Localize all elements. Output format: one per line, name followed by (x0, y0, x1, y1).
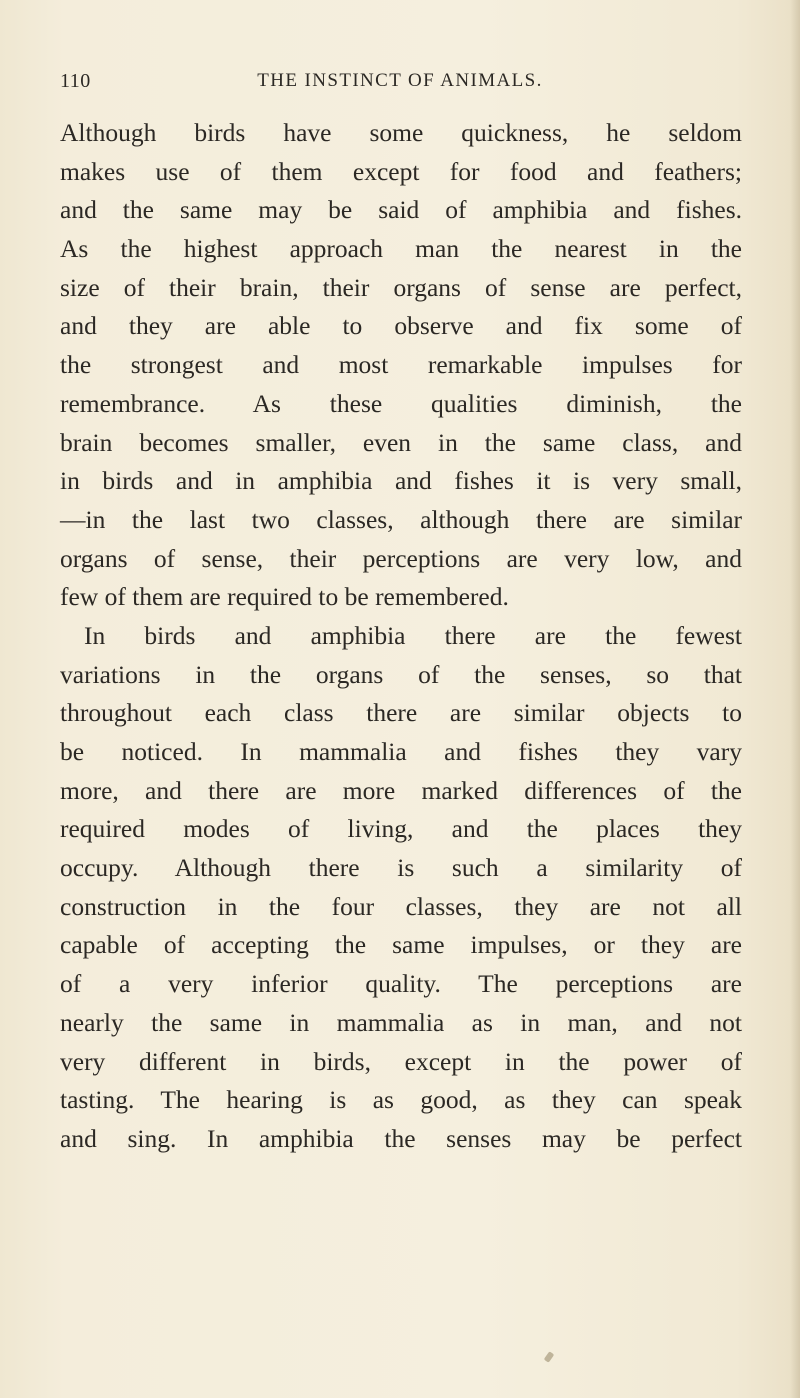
text-line: very different in birds, except in the power of (60, 1046, 742, 1076)
text-line-paragraph-start: In birds and amphibia there are the fewest (84, 620, 742, 650)
body-text (60, 114, 742, 1159)
running-head (60, 70, 740, 100)
text-line-paragraph-end: few of them are required to be remembered. (60, 582, 509, 612)
text-line: the strongest and most remarkable impulses for (60, 350, 742, 380)
running-title: THE INSTINCT OF ANIMALS. (257, 70, 543, 91)
text-line: makes use of them except for food and feathers; (60, 156, 742, 186)
text-line: and sing. In amphibia the senses may be perfect (60, 1123, 742, 1153)
text-line: and the same may be said of amphibia and fishes. (60, 195, 742, 225)
text-line: construction in the four classes, they are not all (60, 891, 742, 921)
page-edge-shadow (790, 0, 800, 1398)
text-line: of a very inferior quality. The perceptions are (60, 969, 742, 999)
text-line: remembrance. As these qualities diminish, the (60, 388, 742, 418)
text-line: and they are able to observe and fix some of (60, 311, 742, 341)
text-line: brain becomes smaller, even in the same class, and (60, 427, 742, 457)
text-line: —in the last two classes, although there are similar (60, 504, 742, 534)
text-line: nearly the same in mammalia as in man, and not (60, 1007, 742, 1037)
text-line: capable of accepting the same impulses, or they are (60, 930, 742, 960)
text-line: Although birds have some quickness, he seldom (60, 118, 742, 147)
text-line: organs of sense, their perceptions are very low, and (60, 543, 742, 573)
text-line: tasting. The hearing is as good, as they can speak (60, 1085, 742, 1115)
text-line: size of their brain, their organs of sense are perfect, (60, 272, 742, 302)
text-line: in birds and in amphibia and fishes it is very small, (60, 466, 742, 496)
text-line: required modes of living, and the places they (60, 814, 742, 844)
text-line: As the highest approach man the nearest in the (60, 234, 742, 264)
text-line: throughout each class there are similar objects to (60, 698, 742, 728)
text-line: more, and there are more marked differences of the (60, 775, 742, 805)
text-line: be noticed. In mammalia and fishes they vary (60, 737, 742, 766)
text-line: occupy. Although there is such a similarity of (60, 853, 742, 883)
page-number: 110 (60, 70, 91, 92)
ink-smudge (544, 1351, 555, 1363)
text-line: variations in the organs of the senses, so that (60, 659, 742, 689)
